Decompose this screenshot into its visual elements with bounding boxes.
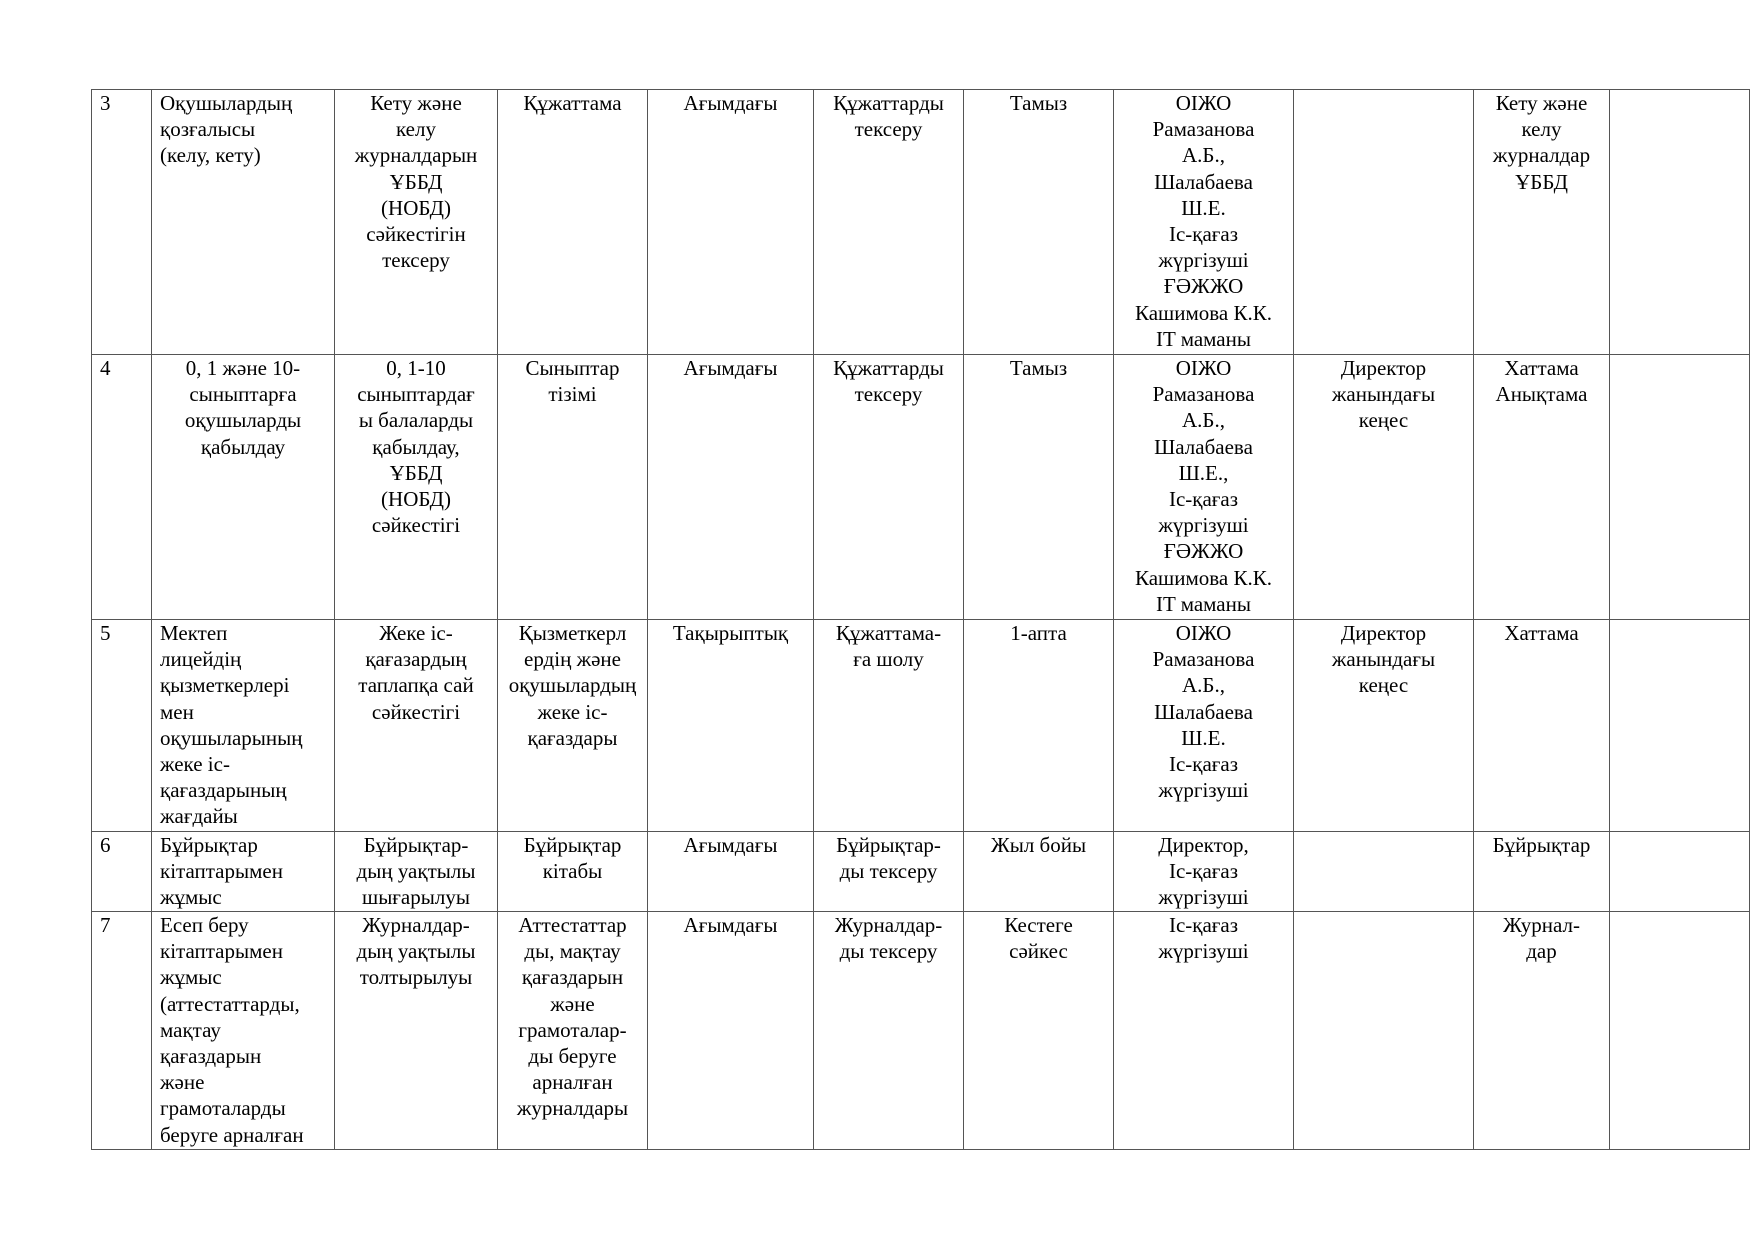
- control-aim: 0, 1-10 сыныптардағ ы балаларды қабылдау, ҰББД (НОБД) сәйкестігі: [335, 355, 498, 620]
- control-result: Хаттама Анықтама: [1474, 355, 1610, 620]
- extra-cell: [1610, 90, 1750, 355]
- responsible-persons: ОІЖО Рамазанова А.Б., Шалабаева Ш.Е. Іс-қағаз жүргізуші: [1114, 620, 1294, 832]
- table-row: [92, 355, 1750, 620]
- review-place: Директор жанындағы кеңес: [1294, 620, 1474, 832]
- control-type: Ағымдағы: [648, 90, 814, 355]
- control-type: Ағымдағы: [648, 912, 814, 1150]
- extra-cell: [1610, 355, 1750, 620]
- control-term: Тамыз: [964, 355, 1114, 620]
- control-method: Бұйрықтар- ды тексеру: [814, 832, 964, 912]
- control-topic: Оқушылардың қозғалысы (келу, кету): [152, 90, 335, 355]
- control-topic: 0, 1 және 10- сыныптарға оқушыларды қабылдау: [152, 355, 335, 620]
- control-object: Аттестаттар ды, мақтау қағаздарын және грамоталар- ды беруге арналған журналдары: [498, 912, 648, 1150]
- control-type: Ағымдағы: [648, 355, 814, 620]
- control-topic: Мектеп лицейдің қызметкерлері мен оқушыларының жеке іс- қағаздарының жағдайы: [152, 620, 335, 832]
- control-object: Сыныптар тізімі: [498, 355, 648, 620]
- control-topic: Есеп беру кітаптарымен жұмыс (аттестаттарды, мақтау қағаздарын және грамоталарды беруге арналған: [152, 912, 335, 1150]
- control-term: 1-апта: [964, 620, 1114, 832]
- row-number: 5: [92, 620, 152, 832]
- review-place: [1294, 90, 1474, 355]
- control-aim: Бұйрықтар- дың уақтылы шығарылуы: [335, 832, 498, 912]
- control-result: Кету және келу журналдар ҰББД: [1474, 90, 1610, 355]
- review-place: Директор жанындағы кеңес: [1294, 355, 1474, 620]
- table-row: [92, 912, 1750, 1150]
- control-result: Бұйрықтар: [1474, 832, 1610, 912]
- row-number: 3: [92, 90, 152, 355]
- row-number: 7: [92, 912, 152, 1150]
- extra-cell: [1610, 912, 1750, 1150]
- control-term: Жыл бойы: [964, 832, 1114, 912]
- control-object: Қызметкерл ердің және оқушылардың жеке іс- қағаздары: [498, 620, 648, 832]
- control-method: Журналдар- ды тексеру: [814, 912, 964, 1150]
- responsible-persons: ОІЖО Рамазанова А.Б., Шалабаева Ш.Е. Іс-қағаз жүргізуші ҒӘЖЖО Кашимова К.К. IT маманы: [1114, 90, 1294, 355]
- control-object: Бұйрықтар кітабы: [498, 832, 648, 912]
- responsible-persons: Директор, Іс-қағаз жүргізуші: [1114, 832, 1294, 912]
- control-object: Құжаттама: [498, 90, 648, 355]
- row-number: 4: [92, 355, 152, 620]
- review-place: [1294, 912, 1474, 1150]
- control-method: Құжаттарды тексеру: [814, 90, 964, 355]
- extra-cell: [1610, 832, 1750, 912]
- control-result: Хаттама: [1474, 620, 1610, 832]
- control-method: Құжаттама- ға шолу: [814, 620, 964, 832]
- extra-cell: [1610, 620, 1750, 832]
- responsible-persons: ОІЖО Рамазанова А.Б., Шалабаева Ш.Е., Іс-қағаз жүргізуші ҒӘЖЖО Кашимова К.К. IT маманы: [1114, 355, 1294, 620]
- control-type: Тақырыптық: [648, 620, 814, 832]
- control-method: Құжаттарды тексеру: [814, 355, 964, 620]
- control-topic: Бұйрықтар кітаптарымен жұмыс: [152, 832, 335, 912]
- table-row: [92, 620, 1750, 832]
- control-term: Кестеге сәйкес: [964, 912, 1114, 1150]
- table-row: [92, 832, 1750, 912]
- control-aim: Жеке іс- қағазардың таплапқа сай сәйкестігі: [335, 620, 498, 832]
- control-plan-table: [91, 89, 1750, 1150]
- responsible-persons: Іс-қағаз жүргізуші: [1114, 912, 1294, 1150]
- control-result: Журнал- дар: [1474, 912, 1610, 1150]
- control-aim: Кету және келу журналдарын ҰББД (НОБД) сәйкестігін тексеру: [335, 90, 498, 355]
- control-type: Ағымдағы: [648, 832, 814, 912]
- review-place: [1294, 832, 1474, 912]
- table-row: [92, 90, 1750, 355]
- control-aim: Журналдар- дың уақтылы толтырылуы: [335, 912, 498, 1150]
- row-number: 6: [92, 832, 152, 912]
- control-term: Тамыз: [964, 90, 1114, 355]
